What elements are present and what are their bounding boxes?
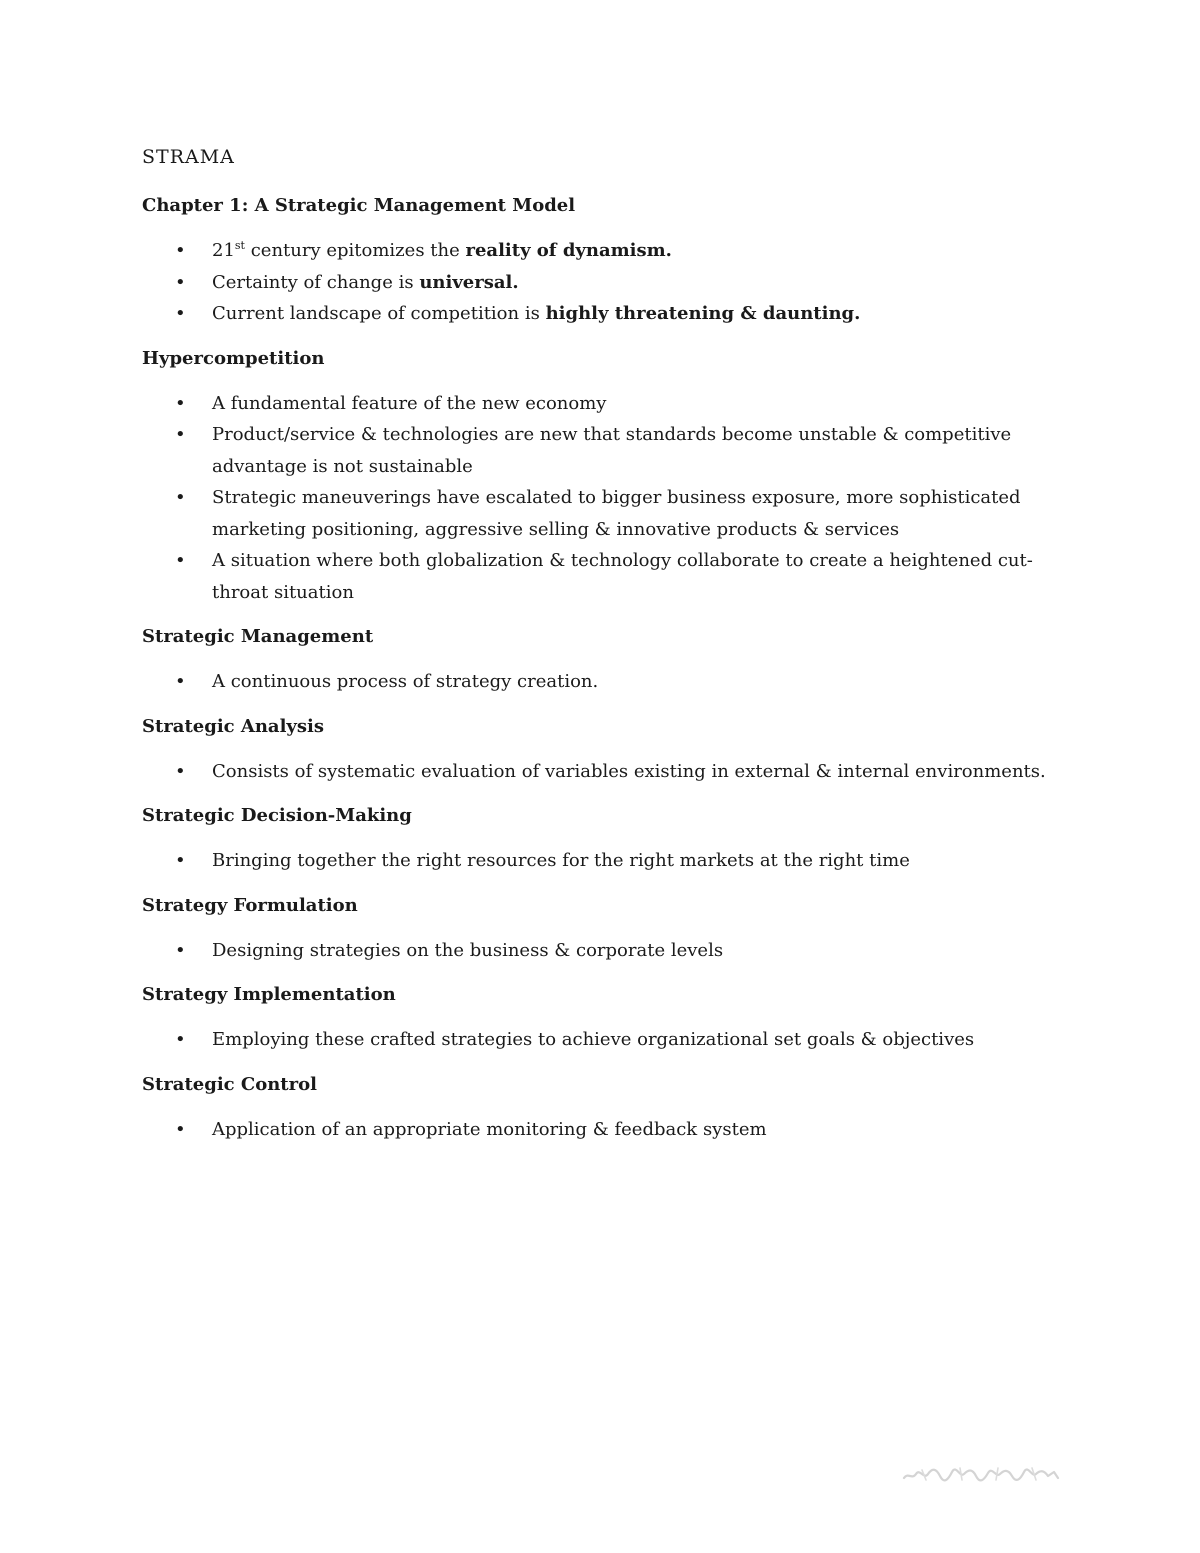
bullet-text: Consists of systematic evaluation of variables existing in external & internal environments. [212,760,1046,782]
bullet-icon: • [175,240,186,261]
bullet-superscript: st [234,239,245,252]
hypercompetition-bullet-list [142,388,1072,609]
bullet-prefix: 21 [212,240,235,261]
list-item [142,935,1052,967]
section-heading-strategy-formulation: Strategy Formulation [142,894,358,916]
bullet-icon: • [175,671,186,692]
strategy-implementation-bullet-list [142,1024,1072,1056]
list-item [142,545,1052,608]
list-item [142,845,1052,877]
bullet-text: A fundamental feature of the new economy [212,392,607,414]
bullet-icon: • [175,1029,186,1050]
strategic-decision-making-bullet-list [142,845,1072,877]
bullet-text: Current landscape of competition is [212,303,546,324]
bullet-text: century epitomizes the [244,240,466,261]
bullet-text: Application of an appropriate monitoring & feedback system [212,1118,767,1140]
list-item [142,298,1052,330]
intro-bullet-list [142,235,1072,330]
section-heading-hypercompetition: Hypercompetition [142,347,325,369]
strategy-formulation-bullet-list [142,935,1072,967]
bullet-text: A continuous process of strategy creation. [212,671,599,692]
bullet-emphasis: highly threatening & daunting. [545,303,861,324]
strategic-management-bullet-list [142,666,1072,698]
list-item [142,482,1052,545]
section-heading-strategic-management: Strategic Management [142,626,374,647]
list-item [142,1114,1052,1146]
document-page [142,141,1072,1159]
bullet-icon: • [175,760,186,782]
section-heading-strategy-implementation: Strategy Implementation [142,984,396,1005]
list-item [142,419,1052,482]
bullet-emphasis: universal. [419,271,519,293]
bullet-text: Bringing together the right resources for the right markets at the right time [212,850,910,871]
section-heading-strategic-control: Strategic Control [142,1073,317,1095]
bullet-icon: • [175,1118,186,1140]
list-item [142,267,1052,299]
watermark-signature-icon [902,1462,1062,1486]
bullet-icon: • [175,487,186,508]
bullet-icon: • [175,424,186,445]
bullet-icon: • [175,303,186,324]
strategic-analysis-bullet-list [142,756,1072,788]
bullet-text: Certainty of change is [212,271,420,293]
list-item [142,666,1052,698]
list-item [142,756,1052,788]
bullet-emphasis: reality of dynamism. [465,240,672,261]
bullet-icon: • [175,939,186,961]
bullet-icon: • [175,392,186,414]
list-item [142,1024,1052,1056]
document-title: STRAMA [142,146,235,168]
bullet-text: Designing strategies on the business & corporate levels [212,939,724,961]
bullet-text: Strategic maneuverings have escalated to bigger business exposure, more sophisticated marketing positioning, aggressive selling & innovative products & services [212,487,1021,540]
bullet-text: Product/service & technologies are new that standards become unstable & competitive advantage is not sustainable [212,424,1012,477]
section-heading-strategic-analysis: Strategic Analysis [142,715,324,737]
list-item [142,388,1052,420]
strategic-control-bullet-list [142,1114,1072,1146]
bullet-icon: • [175,850,186,871]
bullet-icon: • [175,271,186,293]
section-heading-strategic-decision-making: Strategic Decision-Making [142,805,412,826]
bullet-icon: • [175,550,186,571]
bullet-text: A situation where both globalization & technology collaborate to create a heightened cut-throat situation [212,550,1033,603]
list-item [142,235,1052,267]
chapter-heading: Chapter 1: A Strategic Management Model [142,195,576,216]
bullet-text: Employing these crafted strategies to achieve organizational set goals & objectives [212,1029,975,1050]
